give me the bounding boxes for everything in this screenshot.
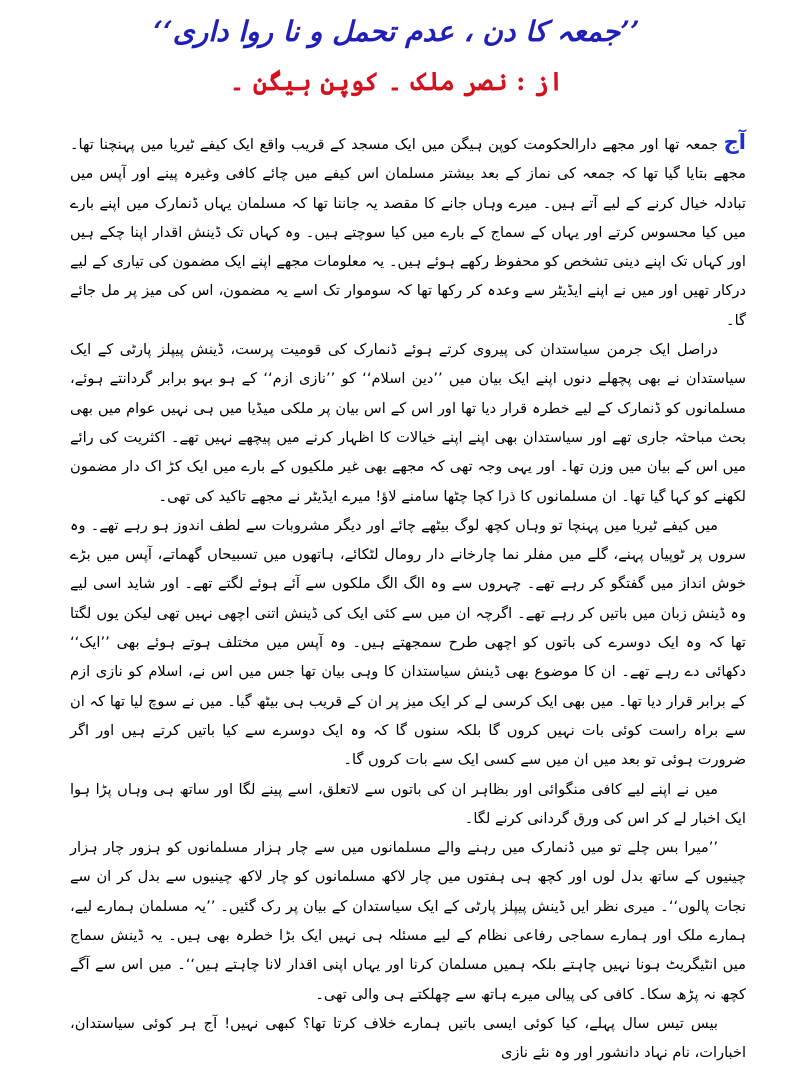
paragraph-3: میں کیفے ٹیریا میں پہنچا تو وہاں کچھ لوگ بیٹھے چائے اور دیگر مشروبات سے لطف اندوز ہو رہے تھے۔ وہ سروں پر ٹوپیاں پہنے، گلے میں مفلر نما چارخانے دار رومال لٹکائے، ہاتھوں میں تسبیحاں گھماتے، آپس میں بڑے خوش انداز میں گفتگو کر رہے تھے۔ چہروں سے وہ الگ الگ ملکوں سے آئے ہوئے لگتے تھے۔ اور شاید اسی لیے وہ ڈینش زبان میں باتیں کر رہے تھے۔ اگرچہ ان میں سے کئی ایک کی ڈینش اتنی اچھی نہیں تھی لیکن یوں لگتا تھا کہ وہ ایک دوسرے کی باتوں کو اچھی طرح سمجھتے ہیں۔ وہ آپس میں مختلف ہوتے ہوئے بھی ’’ایک‘‘ دکھائی دے رہے تھے۔ ان کا موضوع بھی ڈینش سیاستدان کا وہی بیان تھا جس میں اس نے، اسلام کو نازی ازم کے برابر قرار دیا تھا۔ میں بھی ایک کرسی لے کر ایک میز پر ان کے قریب ہی بیٹھ گیا۔ میں نے سوچ لیا تھا کہ ان سے براہ راست کوئی بات نہیں کروں گا بلکہ سنوں گا کہ وہ ایک دوسرے سے کیا باتیں کرتے ہیں اور اگر ضرورت ہوئی تو بعد میں ان میں سے کسی ایک سے بات کروں گا۔ [70,516,746,769]
author-byline: از : نصر ملک ۔ کوپن ہیگن ۔ [229,67,564,96]
paragraph-2: دراصل ایک جرمن سیاستدان کی پیروی کرتے ہوئے ڈنمارک کی قومیت پرست، ڈینش پیپلز پارٹی کے ایک سیاستدان نے بھی پچھلے دنوں اپنے ایک بیان میں ’’دین اسلام‘‘ کو ’’نازی ازم‘‘ کے ہو بہو برابر گردانتے ہوئے، مسلمانوں کو ڈنمارک کے لیے خطرہ قرار دیا تھا اور اس کے اس بیان پر ملکی میڈیا میں ہی نہیں عوام میں بھی بحث مباحثہ جاری تھے اور سیاستدان بھی اپنے اپنے خیالات کا اظہار کرنے میں پیچھے نہیں تھے۔ اکثریت کی رائے میں اس کے بیان میں وزن تھا۔ اور یہی وجہ تھی کہ مجھے بھی غیر ملکیوں کے بارے میں ایک کڑ اک دار مضمون لکھنے کو کہا گیا تھا۔ ان مسلمانوں کا ذرا کچا چٹھا سامنے لاؤ! میرے ایڈیٹر نے مجھے تاکید کی تھی۔ [70,341,746,505]
article-body [70,128,746,1068]
drop-cap: آج [723,130,746,154]
paragraph-text: جمعہ تھا اور مجھے دارالحکومت کوپن ہیگن میں ایک مسجد کے قریب واقع ایک کیفے ٹیریا میں پہنچنا تھا۔ مجھے بتایا گیا تھا کہ جمعہ کی نماز کے بعد بیشتر مسلمان اس کیفے میں چائے کافی وغیرہ پینے اور آپس میں تبادلہ خیال کرنے کے لیے آتے ہیں۔ میرے وہاں جانے کا مقصد یہ جاننا تھا کہ مسلمان یہاں ڈنمارک میں اپنے بارے میں کیا محسوس کرتے اور یہاں کے سماج کے بارے میں کیا سوچتے ہیں۔ وہ کہاں تک ڈینش اقدار اپنا چکے ہیں اور کہاں تک اپنے دینی تشخص کو محفوظ رکھے ہوئے ہیں۔ یہ معلومات مجھے اپنے ایک مضمون کی تیاری کے لیے درکار تھیں اور میں نے اپنے ایڈیٹر سے وعدہ کر رکھا تھا کہ سوموار تک اسے یہ مضمون، اس کی میز پر مل جائے گا۔ [70,136,746,329]
paragraph-1 [70,128,746,335]
paragraph-4: میں نے اپنے لیے کافی منگوائی اور بظاہر ان کی باتوں سے لاتعلق، اسے پینے لگا اور ساتھ ہی وہاں پڑا ہوا ایک اخبار لے کر اس کی ورق گردانی کرنے لگا۔ [70,780,746,827]
paragraph-5: ’’میرا بس چلے تو میں ڈنمارک میں رہنے والے مسلمانوں میں سے چار ہزار مسلمانوں کو ہزور چار ہزار چینیوں کے ساتھ بدل لوں اور کچھ ہی ہفتوں میں چار لاکھ مسلمانوں کو چار لاکھ چینیوں سے بدل کر ان سے نجات پالوں‘‘۔ میری نظر ایں ڈینش پیپلز پارٹی کے ایک سیاستدان کے بیان پر رک گئیں۔ ’’یہ مسلمان ہمارے لیے، ہمارے ملک اور ہمارے سماجی رفاعی نظام کے لیے مسئلہ ہی نہیں ایک بڑا خطرہ بھی ہیں۔ یہ ڈینش سماج میں انٹیگریٹ ہونا نہیں چاہتے بلکہ ہمیں مسلمان کرنا اور یہاں اپنی اقدار لانا چاہتے ہیں‘‘۔ میں اس سے آگے کچھ نہ پڑھ سکا۔ کافی کی پیالی میرے ہاتھ سے چھلکتے ہی والی تھی۔ [70,839,746,1003]
paragraph-6: بیس تیس سال پہلے، کیا کوئی ایسی باتیں ہمارے خلاف کرتا تھا؟ کبھی نہیں! آج ہر کوئی سیاستدان، اخبارات، نام نہاد دانشور اور وہ نئے نازی [70,1014,746,1062]
article-title: ’’جمعہ کا دن ، عدم تحمل و نا روا داری‘‘ [153,15,640,48]
